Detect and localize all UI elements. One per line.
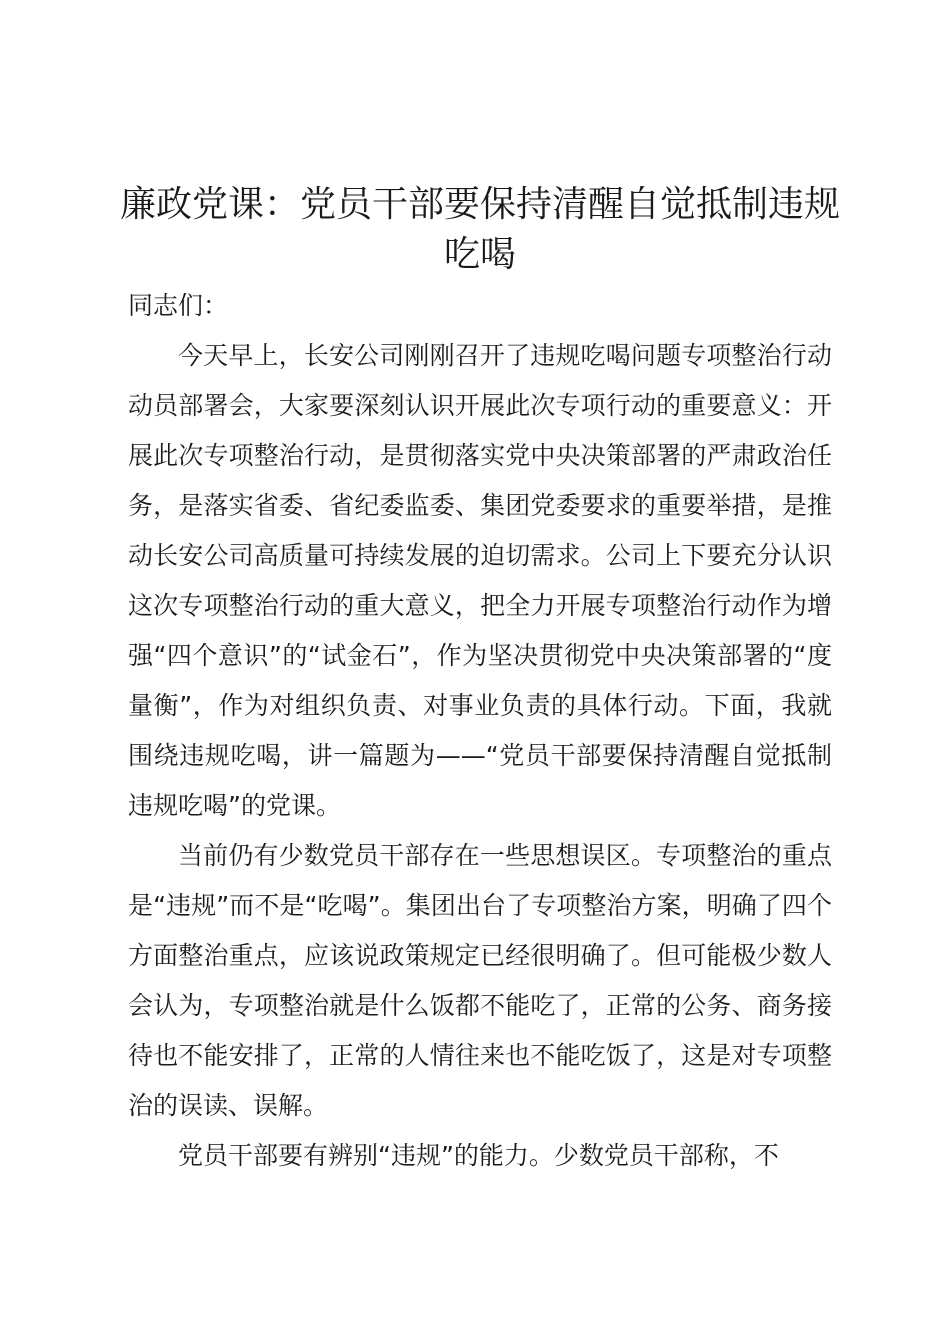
paragraph-1: 今天早上，长安公司刚刚召开了违规吃喝问题专项整治行动动员部署会，大家要深刻认识开展此次专项行动的重要意义：开展此次专项整治行动，是贯彻落实党中央决策部署的严肃政治任务，是落实省委、省纪委监委、集团党委要求的重要举措，是推动长安公司高质量可持续发展的迫切需求。公司上下要充分认识这次专项整治行动的重大意义，把全力开展专项整治行动作为增强“四个意识”的“试金石”，作为坚决贯彻党中央决策部署的“度量衡”，作为对组织负责、对事业负责的具体行动。下面，我就围绕违规吃喝，讲一篇题为——“党员干部要保持清醒自觉抵制违规吃喝”的党课。 — [128, 341, 832, 820]
paragraph-2: 当前仍有少数党员干部存在一些思想误区。专项整治的重点是“违规”而不是“吃喝”。集团出台了专项整治方案，明确了四个方面整治重点，应该说政策规定已经很明确了。但可能极少数人会认为，专项整治就是什么饭都不能吃了，正常的公务、商务接待也不能安排了，正常的人情往来也不能吃饭了，这是对专项整治的误读、误解。 — [128, 841, 832, 1120]
document-title: 廉政党课：党员干部要保持清醒自觉抵制违规吃喝 — [119, 184, 840, 275]
paragraph-3: 党员干部要有辨别“违规”的能力。少数党员干部称，不 — [178, 1141, 779, 1170]
document-body — [128, 281, 832, 1181]
salutation: 同志们： — [128, 291, 229, 320]
